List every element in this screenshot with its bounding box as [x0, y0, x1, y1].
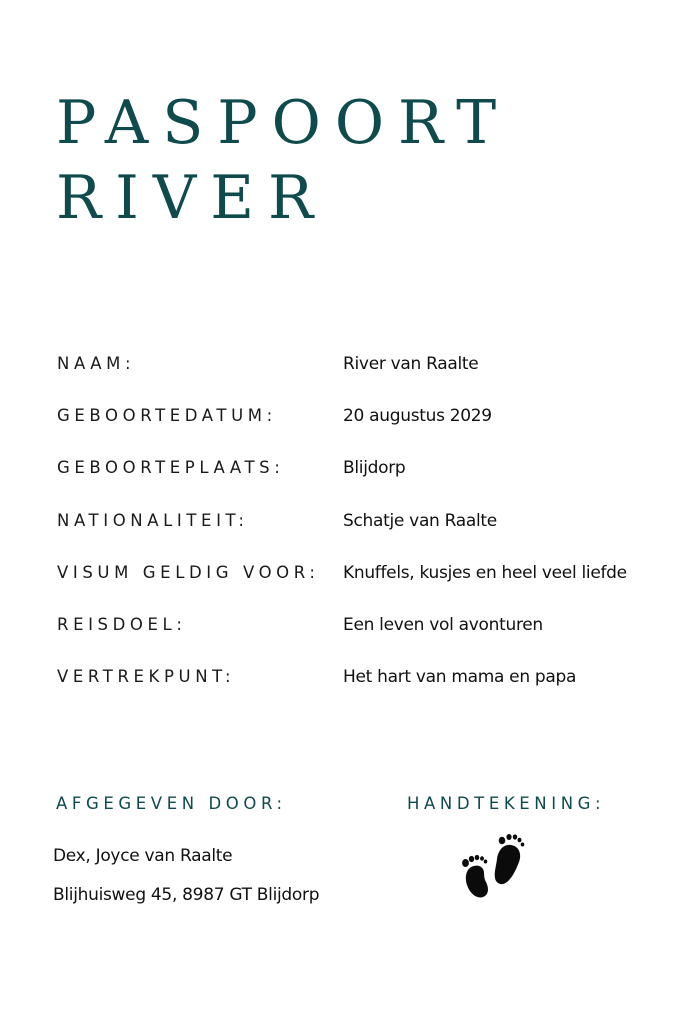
page-title-name: RIVER [56, 163, 328, 233]
field-row-geboortedatum [0, 406, 683, 436]
issued-by-names: Dex, Joyce van Raalte [53, 846, 233, 866]
field-value: Een leven vol avonturen [343, 615, 543, 635]
page-title-passport: PASPOORT [56, 88, 511, 158]
field-value: 20 augustus 2029 [343, 406, 492, 426]
field-label: VISUM GELDIG VOOR: [57, 563, 320, 582]
field-label: NAAM: [57, 354, 136, 373]
right-footprint [495, 834, 525, 884]
field-value: Schatje van Raalte [343, 511, 497, 531]
field-value: Knuffels, kusjes en heel veel liefde [343, 563, 627, 583]
field-row-vertrekpunt [0, 667, 683, 697]
field-row-nationaliteit [0, 511, 683, 541]
field-value: Blijdorp [343, 458, 406, 478]
field-label: NATIONALITEIT: [57, 511, 249, 530]
field-label: REISDOEL: [57, 615, 187, 634]
baby-footprints-icon [461, 832, 527, 900]
issued-by-address: Blijhuisweg 45, 8987 GT Blijdorp [53, 885, 320, 905]
field-label: GEBOORTEDATUM: [57, 406, 277, 425]
field-row-reisdoel [0, 615, 683, 645]
field-row-naam [0, 354, 683, 384]
field-row-visum [0, 563, 683, 593]
left-footprint [462, 855, 488, 898]
signature-heading: HANDTEKENING: [407, 794, 606, 813]
issued-by-heading: AFGEGEVEN DOOR: [56, 794, 287, 813]
field-label: GEBOORTEPLAATS: [57, 458, 285, 477]
field-row-geboorteplaats [0, 458, 683, 488]
field-value: River van Raalte [343, 354, 479, 374]
field-value: Het hart van mama en papa [343, 667, 577, 687]
field-label: VERTREKPUNT: [57, 667, 236, 686]
